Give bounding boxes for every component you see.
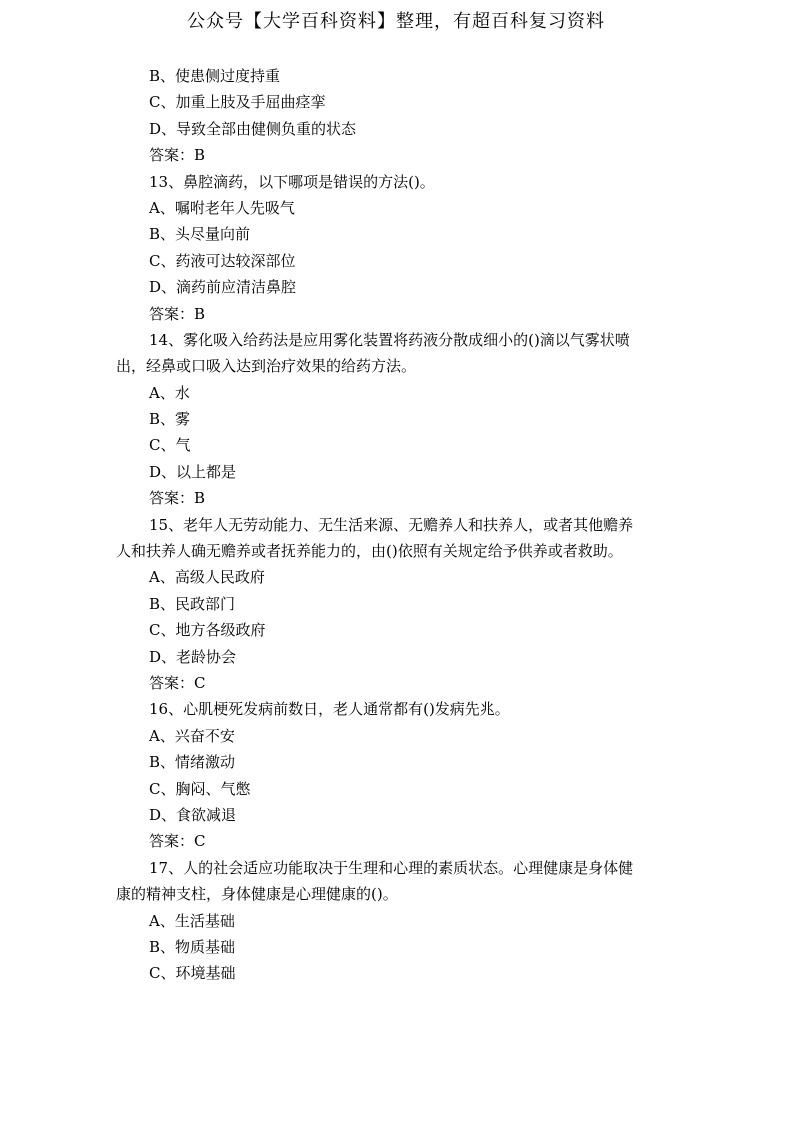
option-line: A、兴奋不安 (149, 726, 235, 745)
option-line: B、情绪激动 (149, 753, 236, 772)
option-line: D、食欲减退 (149, 805, 237, 824)
option-line: B、物质基础 (149, 937, 236, 956)
question-16: 16、心肌梗死发病前数日，老人通常都有()发病先兆。 (149, 700, 510, 719)
answer-line: 答案：B (149, 304, 206, 323)
option-line: C、环境基础 (149, 964, 236, 983)
option-line: D、滴药前应清洁鼻腔 (149, 278, 297, 297)
question-17: 17、人的社会适应功能取决于生理和心理的素质状态。心理健康是身体健 (149, 858, 634, 877)
page-header: 公众号【大学百科资料】整理，有超百科复习资料 (187, 11, 605, 32)
option-line: B、雾 (149, 410, 191, 429)
option-line: D、导致全部由健侧负重的状态 (149, 119, 357, 138)
option-line: C、加重上肢及手屈曲痉挛 (149, 93, 326, 112)
option-line: A、生活基础 (149, 911, 235, 930)
option-line: A、水 (149, 383, 190, 402)
option-line: C、药液可达较深部位 (149, 251, 296, 270)
answer-line: 答案：B (149, 146, 206, 165)
option-line: B、头尽量向前 (149, 225, 251, 244)
option-line: C、胸闷、气憋 (149, 779, 251, 798)
document-body (118, 63, 678, 987)
option-line: A、高级人民政府 (149, 568, 265, 587)
option-line: D、老龄协会 (149, 647, 237, 666)
question-14: 14、雾化吸入给药法是应用雾化装置将药液分散成细小的()滴以气雾状喷 (149, 330, 630, 349)
option-line: C、地方各级政府 (149, 621, 266, 640)
question-17-continued: 康的精神支柱，身体健康是心理健康的()。 (116, 885, 398, 904)
option-line: B、使患侧过度持重 (149, 67, 281, 85)
option-line: C、气 (149, 436, 191, 455)
option-line: A、嘱咐老年人先吸气 (149, 198, 295, 217)
question-15-continued: 人和扶养人确无赡养或者抚养能力的，由()依照有关规定给予供养或者救助。 (116, 542, 623, 561)
option-line: B、民政部门 (149, 594, 236, 613)
answer-line: 答案：C (149, 673, 206, 692)
answer-line: 答案：C (149, 832, 206, 851)
answer-line: 答案：B (149, 489, 206, 508)
question-14-continued: 出，经鼻或口吸入达到治疗效果的给药方法。 (116, 357, 417, 376)
question-13: 13、鼻腔滴药，以下哪项是错误的方法()。 (149, 172, 435, 191)
option-line: D、以上都是 (149, 462, 237, 481)
question-15: 15、老年人无劳动能力、无生活来源、无赡养人和扶养人，或者其他赡养 (149, 515, 634, 534)
